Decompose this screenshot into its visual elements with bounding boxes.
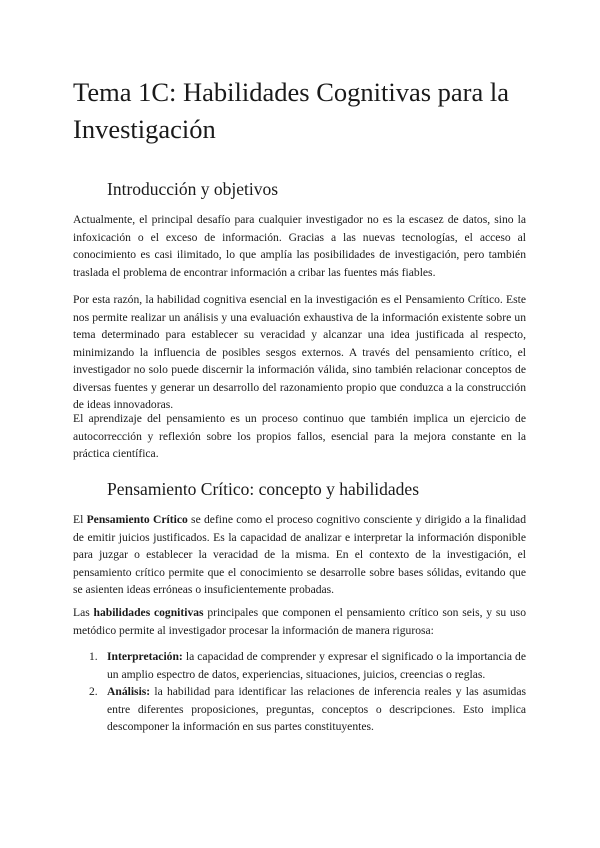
skills-list xyxy=(89,648,526,736)
section-heading-intro: Introducción y objetivos xyxy=(107,179,279,199)
list-term: Interpretación: xyxy=(107,650,183,663)
list-item xyxy=(89,683,526,736)
paragraph-intro-3: El aprendizaje del pensamiento es un proceso continuo que también implica un ejercicio de autocorrección y reflexión sobre los propios fallos, esencial para la mejora constante en la práctica científica. xyxy=(73,412,526,460)
page-title: Tema 1C: Habilidades Cognitivas para la Investigación xyxy=(73,77,510,144)
bold-term: habilidades cognitivas xyxy=(93,606,204,619)
list-number: 2. xyxy=(89,685,98,698)
text-run: El xyxy=(73,513,87,526)
section-heading-critical-thinking: Pensamiento Crítico: concepto y habilidades xyxy=(107,479,420,499)
text-run: se define como el proceso cognitivo consciente y dirigido a la finalidad de emitir juicios justificados. Es la capacidad de analizar e interpretar la información disponible para juzgar o establecer la veracidad de la misma. En el contexto de la investigación, el pensamiento crítico permite que el conocimiento se desarrolle sobre bases sólidas, evitando que se asienten ideas erróneas o insuficientemente probadas. xyxy=(73,513,526,596)
list-text: la habilidad para identificar las relaciones de inferencia reales y las asumidas entre diferentes proposiciones, preguntas, conceptos o descripciones. Esto implica descomponer la información en sus partes constituyentes. xyxy=(107,685,526,733)
paragraph-intro-2: Por esta razón, la habilidad cognitiva esencial en la investigación es el Pensamiento Crítico. Este nos permite realizar un análisis y una evaluación exhaustiva de la información existente sobre un tema determinado para establecer su veracidad y alcanzar una idea justificada al respecto, minimizando la influencia de posibles sesgos externos. A través del pensamiento crítico, el investigador no solo puede discernir la información válida, sino también relacionar conceptos de diversas fuentes y generar un desarrollo del razonamiento propio que conduzca a la construcción de ideas innovadoras. xyxy=(73,293,526,411)
bold-term: Pensamiento Crítico xyxy=(86,513,188,526)
paragraph-critical-definition xyxy=(73,511,526,599)
paragraph-intro-1: Actualmente, el principal desafío para cualquier investigador no es la escasez de datos, sino la infoxicación o el exceso de información. Gracias a las nuevas tecnologías, el acceso al conocimiento es casi ilimitado, lo que amplía las posibilidades de investigación, pero también traslada el problema de encontrar información a cribar las fuentes más fiables. xyxy=(73,213,526,279)
text-run: principales que componen el pensamiento crítico son seis, y su uso metódico permite al investigador procesar la información de manera rigurosa: xyxy=(73,606,526,637)
list-text: la capacidad de comprender y expresar el significado o la importancia de un amplio espectro de datos, experiencias, situaciones, juicios, creencias o reglas. xyxy=(107,650,526,681)
list-term: Análisis: xyxy=(107,685,151,698)
list-item xyxy=(89,648,526,683)
text-run: Las xyxy=(73,606,94,619)
list-number: 1. xyxy=(89,650,98,663)
paragraph-cognitive-skills xyxy=(73,604,526,639)
